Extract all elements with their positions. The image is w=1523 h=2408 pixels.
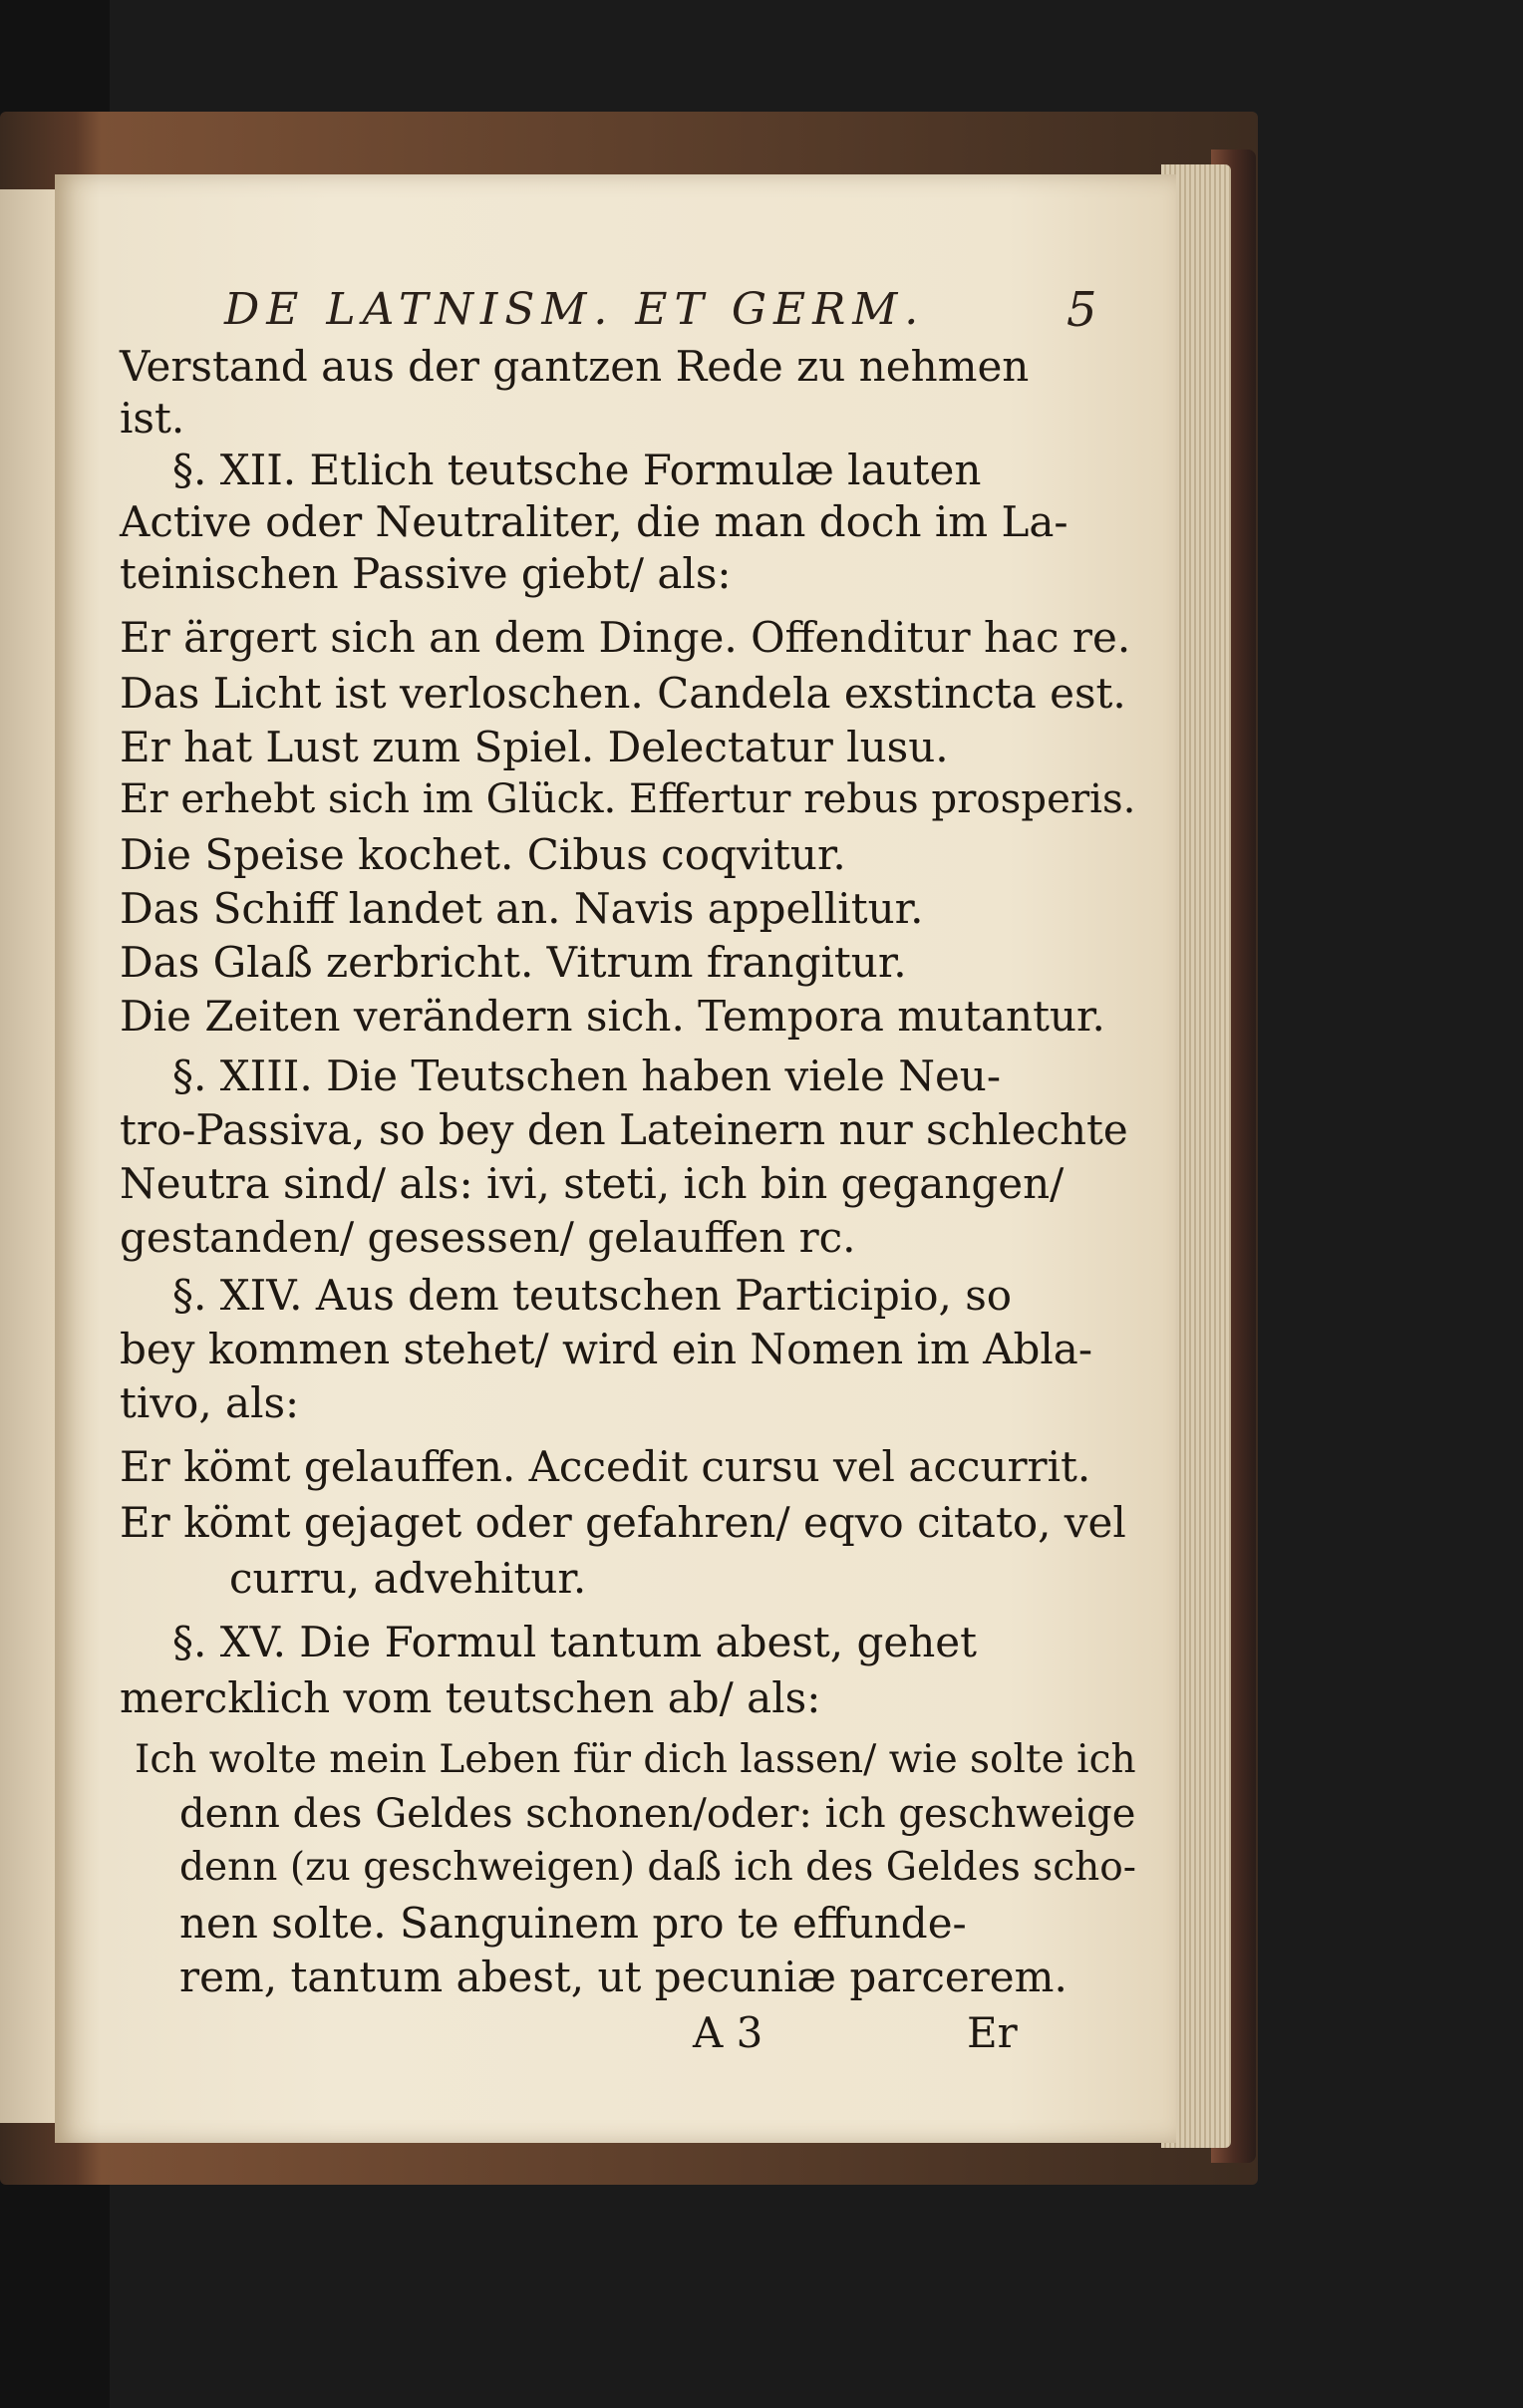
signature-mark: A 3 (693, 2008, 763, 2057)
text-line: denn des Geldes schonen/oder: ich geschweige (179, 1791, 1136, 1837)
text-line: tivo, als: (120, 1378, 300, 1427)
text-line: Active oder Neutraliter, die man doch im La- (120, 497, 1068, 546)
text-line: Das Licht ist verloschen. Candela exstincta est. (120, 669, 1126, 718)
text-line: §. XIII. Die Teutschen haben viele Neu- (172, 1052, 1002, 1100)
text-line: Das Schiff landet an. Navis appellitur. (120, 884, 924, 933)
catchword: Er (967, 2008, 1018, 2057)
text-line: Das Glaß zerbricht. Vitrum frangitur. (120, 938, 907, 987)
text-line: nen solte. Sanguinem pro te effunde- (179, 1899, 967, 1948)
text-line: Er kömt gelauffen. Accedit cursu vel accurrit. (120, 1442, 1091, 1491)
text-line: tro-Passiva, so bey den Lateinern nur schlechte (120, 1105, 1128, 1154)
previous-page-edge (0, 189, 60, 2123)
text-line: §. XV. Die Formul tantum abest, gehet (172, 1618, 977, 1666)
text-line: §. XIV. Aus dem teutschen Participio, so (172, 1271, 1013, 1320)
text-line: gestanden/ gesessen/ gelauffen rc. (120, 1213, 856, 1262)
text-line: Neutra sind/ als: ivi, steti, ich bin gegangen/ (120, 1159, 1065, 1208)
running-title: DE LATNISM. ET GERM. (224, 284, 926, 335)
text-line: Er ärgert sich an dem Dinge. Offenditur hac re. (120, 613, 1131, 662)
text-line: Die Speise kochet. Cibus coqvitur. (120, 830, 846, 879)
text-line: Die Zeiten verändern sich. Tempora mutantur. (120, 992, 1105, 1041)
text-line: Er kömt gejaget oder gefahren/ eqvo citato, vel (120, 1498, 1126, 1547)
text-line: ist. (120, 394, 185, 443)
text-line: teinischen Passive giebt/ als: (120, 549, 732, 598)
text-line: bey kommen stehet/ wird ein Nomen im Abla- (120, 1325, 1093, 1373)
text-line: denn (zu geschweigen) daß ich des Geldes scho- (179, 1845, 1136, 1890)
page-number: 5 (1066, 282, 1104, 338)
text-line: Verstand aus der gantzen Rede zu nehmen (120, 342, 1030, 391)
text-line: Er hat Lust zum Spiel. Delectatur lusu. (120, 723, 949, 771)
text-line: §. XII. Etlich teutsche Formulæ lauten (172, 446, 982, 494)
text-line: Er erhebt sich im Glück. Effertur rebus prosperis. (120, 776, 1136, 822)
text-line: mercklich vom teutschen ab/ als: (120, 1673, 821, 1722)
book-page (55, 174, 1176, 2143)
text-line: rem, tantum abest, ut pecuniæ parcerem. (179, 1953, 1067, 2001)
text-line: curru, advehitur. (229, 1554, 587, 1603)
text-line: Ich wolte mein Leben für dich lassen/ wie solte ich (135, 1737, 1136, 1782)
